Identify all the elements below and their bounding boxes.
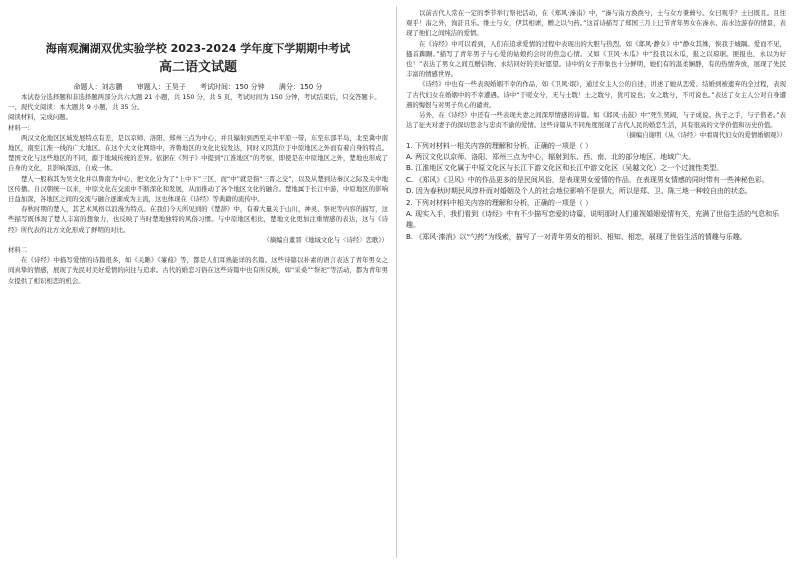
- answer-option: D. 因为春秋时期民风淳朴而对婚姻及个人的社会地位影响不是很大，所以是郑、卫、陈三地一种较自由的状态。: [406, 187, 752, 196]
- meta-score: 满分：150 分: [278, 83, 323, 91]
- paragraph: 另外，在《诗经》中还有一些表现夫妻之间深厚情感的诗篇。如《邶风·击鼓》中“死生契阔，与子成说。执子之手，与子偕老。”表达了征夫对妻子的深切思念与忠贞不渝的爱情。这些诗篇从不同角度展现了古代人民的婚恋生活，具有很高的文学价值和历史价值。: [406, 111, 786, 130]
- paragraph: 在《诗经》中可以看到，人们在追求爱情的过程中表现出的大胆与热烈。如《邶风·静女》中“静女其姝，俟我于城隅。爱而不见，搔首踟蹰。”描写了青年男子与心爱的姑娘约会时的焦急心情。又如《卫风·木瓜》中“投我以木瓜，报之以琼琚。匪报也，永以为好也！”表达了男女之间互赠信物、永结同好的美好愿望。诗中的女子形象也十分鲜明，她们有的温柔娴静，有的热情奔放，展现了先民丰富的情感世界。: [406, 39, 786, 79]
- paragraph: 两汉文化地区区域发展特点有差，是以京师、洛阳、郑州三点为中心，并且辐射到西至关中平原一带，东至东部半岛，北至冀中南地区，南至江淮一线的广大地区。在这个大文化网络中，齐鲁地区的文化比较发达，同时又因其位于中原地区之外而有着自身的特点。楚国文化与这些地区的不同，源于地域传统的差异。依据在《列子》中提到“江淮地区”的考察，即使是在中原地区之外，楚地也形成了自身的文化，且影响深远，自成一体。: [8, 133, 388, 173]
- meta-time: 考试时间：150 分钟: [200, 83, 265, 91]
- right-column: [406, 8, 786, 243]
- subsection-heading: 阅读材料，完成问题。: [8, 113, 72, 122]
- answer-option: B. 《郑风·溱洧》以“勺药”为线索，描写了一对青年男女的相识、相知、相恋，展现了世俗生活的情趣与乐趣。: [406, 232, 747, 241]
- answer-option: A. 两汉文化以京师、洛阳、郑州三点为中心，辐射到东、西、南、北的部分地区，地域广大。: [406, 153, 696, 162]
- question-stem: 2. 下列对材料中相关内容的理解和分析，正确的一项是（ ）: [406, 198, 593, 207]
- material-label: 材料一：: [8, 123, 34, 132]
- section-heading: 一、现代文阅读：本大题共 9 小题，共 35 分。: [8, 103, 144, 112]
- column-divider: [396, 6, 397, 558]
- meta-author: 命题人：刘志鹏: [73, 83, 123, 91]
- answer-option: B. 江淮地区文化属于中原文化区与长江下游文化区和长江中游文化区（吴越文化）之一个过渡性类型。: [406, 164, 724, 173]
- answer-option: C. 《郑风》《卫风》中的作品更多的是民间风俗，是表现男女爱情的作品，在表现男女情感的同时带有一些神秘色彩。: [406, 175, 769, 184]
- material-label: 材料二: [8, 246, 28, 255]
- answer-option: A. 现实入手，我们看到《诗经》中有不少描写恋爱的诗篇，说明那时人们重视婚姻爱情有关，充满了世俗生活的气息和乐趣。: [406, 210, 780, 230]
- paragraph: 以前古代人常在一定的季节举行祭祀活动，在《郑风·溱洧》中，“溱与洧方涣涣兮，士与女方秉蕳兮。女曰观乎？士曰既且。且往观乎！洧之外，洵訏且乐。维士与女，伊其相谑，赠之以勺药。”这首诗描写了郑国三月上巳节青年男女在溱水、洧水边游春的情景，表现了他们之间纯洁的爱情。: [406, 9, 786, 38]
- paragraph: 在《诗经》中描写爱情的诗篇很多，如《关雎》《蒹葭》等，都是人们耳熟能详的名篇。这些诗篇以朴素的语言表达了青年男女之间真挚的情感，展现了先民对美好爱情的向往与追求。古代的婚恋习俗在这些诗篇中也有所反映，如“采桑”“祭祀”等活动，都为青年男女提供了相识相恋的机会。: [8, 256, 388, 285]
- source-citation: （摘编自董晋《地域文化与〈诗经〉恋歌》）: [263, 235, 388, 244]
- meta-reviewer: 审题人：王昊子: [136, 83, 186, 91]
- exam-notice: 本试卷分选择题和非选择题两部分共六大题 21 小题，共 150 分，共 5 页，考试时间为 150 分钟，考试结束后，只交答题卡。: [21, 93, 381, 101]
- question-stem: 1. 下列对材料一相关内容的理解和分析，正确的一项是（ ）: [406, 141, 593, 150]
- subject-title: 高二语文试题: [158, 60, 237, 75]
- paragraph: 春秋时期的楚人，其艺术风格以浪漫为特点。在我们今天所见到的《楚辞》中，有着大量关于山川、神灵、祭祀等内容的描写，这些描写既体现了楚人丰富的想象力，也反映了当时楚地独特的风俗习惯。与中原地区相比，楚地文化更加注重情感的表达，这与《诗经》所代表的北方文化形成了鲜明的对比。: [8, 205, 388, 234]
- paragraph: 《诗经》中也有一些表现婚姻不幸的作品，如《卫风·氓》，通过女主人公的自述，讲述了她从恋爱、结婚到被遗弃的全过程，表现了古代妇女在婚姻中的不幸遭遇。诗中“于嗟女兮，无与士耽！士之耽兮，犹可说也；女之耽兮，不可说也。”表达了女主人公对自身遭遇的悔恨与对男子负心的谴责。: [406, 80, 786, 109]
- exam-title: 海南观澜湖双优实验学校 2023-2024 学年度下学期期中考试: [45, 42, 351, 55]
- exam-meta: [8, 82, 388, 92]
- paragraph: 楚人一般称其为吴文化并以鲁南为中心，把文化分为了“上中下”三区，而“中”就是指“三晋之交”，以及从楚到达秦汉之际及关中地区传播。自汉朝统一以来，中原文化在交流中不断深化和发展，从而推动了各个地区文化的融合。楚地属于长江中游，中原地区的影响日益加深，各地区之间的交流与融合逐渐成为主流，这也体现在《诗经》等典籍的流传中。: [8, 174, 388, 204]
- source-citation: （摘编自谢明《从〈诗经〉中看周代妇女的爱情婚姻观》）: [623, 131, 786, 140]
- left-column: [8, 8, 388, 286]
